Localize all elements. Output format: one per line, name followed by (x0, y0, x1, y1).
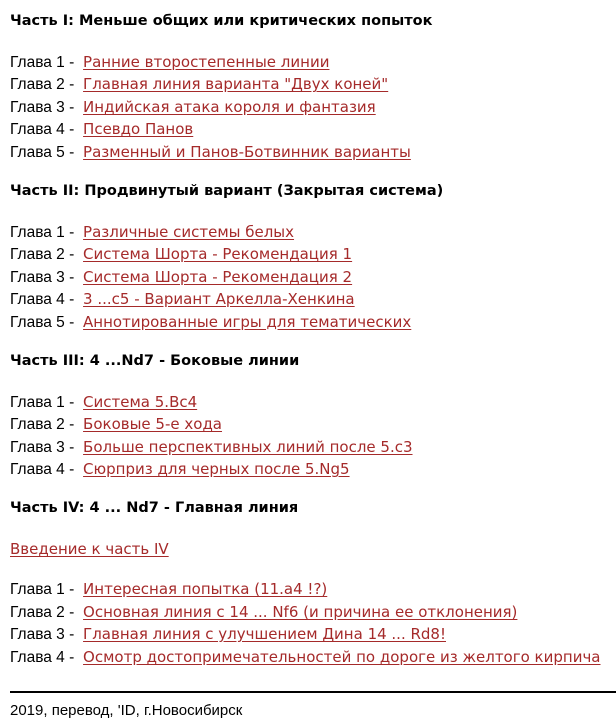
part-3 (10, 350, 610, 481)
chapter-row (10, 118, 610, 140)
chapter-row (10, 96, 610, 118)
chapter-link[interactable]: Разменный и Панов-Ботвинник варианты (83, 142, 411, 161)
chapter-row (10, 51, 610, 73)
footer-credit: 2019, перевод, 'ID, г.Новосибирск (10, 702, 243, 719)
part-2 (10, 180, 610, 333)
chapter-link[interactable]: Сюрприз для черных после 5.Ng5 (83, 460, 350, 479)
part-title: Часть IV: 4 ... Nd7 - Главная линия (10, 500, 299, 517)
table-of-contents (10, 10, 610, 685)
chapter-number: Глава 1 - (10, 393, 75, 411)
chapter-row (10, 436, 610, 458)
chapter-link[interactable]: Осмотр достопримечательностей по дороге из желтого кирпича (83, 647, 601, 666)
chapter-number: Глава 3 - (10, 98, 75, 116)
chapter-link[interactable]: Аннотированные игры для тематических (83, 312, 412, 331)
chapter-number: Глава 2 - (10, 603, 75, 621)
chapter-number: Глава 2 - (10, 416, 75, 434)
chapter-row (10, 413, 610, 435)
chapter-number: Глава 5 - (10, 313, 75, 331)
part-title: Часть III: 4 ...Nd7 - Боковые линии (10, 352, 300, 369)
chapter-number: Глава 4 - (10, 648, 75, 666)
chapter-link[interactable]: Система Шорта - Рекомендация 1 (83, 245, 353, 264)
chapter-row (10, 266, 610, 288)
chapter-link[interactable]: Интересная попытка (11.a4 !?) (83, 580, 328, 599)
chapter-number: Глава 4 - (10, 291, 75, 309)
chapter-row (10, 391, 610, 413)
chapter-link[interactable]: 3 ...c5 - Вариант Аркелла-Хенкина (83, 290, 355, 309)
chapter-link[interactable]: Индийская атака короля и фантазия (83, 97, 376, 116)
footer-divider (10, 691, 616, 693)
chapter-row (10, 578, 610, 600)
chapter-row (10, 601, 610, 623)
chapter-number: Глава 4 - (10, 121, 75, 139)
chapter-row (10, 141, 610, 163)
chapter-row (10, 288, 610, 310)
chapter-number: Глава 2 - (10, 76, 75, 94)
chapter-link[interactable]: Основная линия с 14 ... Nf6 (и причина ее отклонения) (83, 602, 518, 621)
chapter-number: Глава 2 - (10, 246, 75, 264)
chapter-row (10, 73, 610, 95)
chapter-number: Глава 1 - (10, 581, 75, 599)
chapter-number: Глава 1 - (10, 223, 75, 241)
part-title: Часть I: Меньше общих или критических попыток (10, 13, 433, 29)
chapter-number: Глава 3 - (10, 268, 75, 286)
chapter-row (10, 243, 610, 265)
chapter-link[interactable]: Псевдо Панов (83, 120, 194, 139)
chapter-number: Глава 3 - (10, 438, 75, 456)
chapter-number: Глава 4 - (10, 461, 75, 479)
chapter-row (10, 646, 610, 668)
part-title: Часть II: Продвинутый вариант (Закрытая система) (10, 182, 444, 199)
chapter-link[interactable]: Боковые 5-е хода (83, 415, 223, 434)
intro-link[interactable]: Введение к часть IV (10, 540, 169, 559)
chapter-link[interactable]: Больше перспективных линий после 5.c3 (83, 437, 413, 456)
chapter-row (10, 458, 610, 480)
chapter-row (10, 311, 610, 333)
part-intro (10, 538, 610, 560)
chapter-number: Глава 3 - (10, 626, 75, 644)
chapter-link[interactable]: Система 5.Bc4 (83, 392, 198, 411)
chapter-row (10, 221, 610, 243)
chapter-link[interactable]: Различные системы белых (83, 222, 295, 241)
part-4 (10, 497, 610, 668)
chapter-number: Глава 5 - (10, 143, 75, 161)
chapter-link[interactable]: Главная линия с улучшением Дина 14 ... Rd8! (83, 625, 446, 644)
chapter-number: Глава 1 - (10, 54, 75, 71)
chapter-link[interactable]: Система Шорта - Рекомендация 2 (83, 267, 353, 286)
chapter-link[interactable]: Главная линия варианта "Двух коней" (83, 75, 389, 94)
chapter-row (10, 623, 610, 645)
chapter-link[interactable]: Ранние второстепенные линии (83, 53, 330, 71)
part-1 (10, 10, 610, 163)
